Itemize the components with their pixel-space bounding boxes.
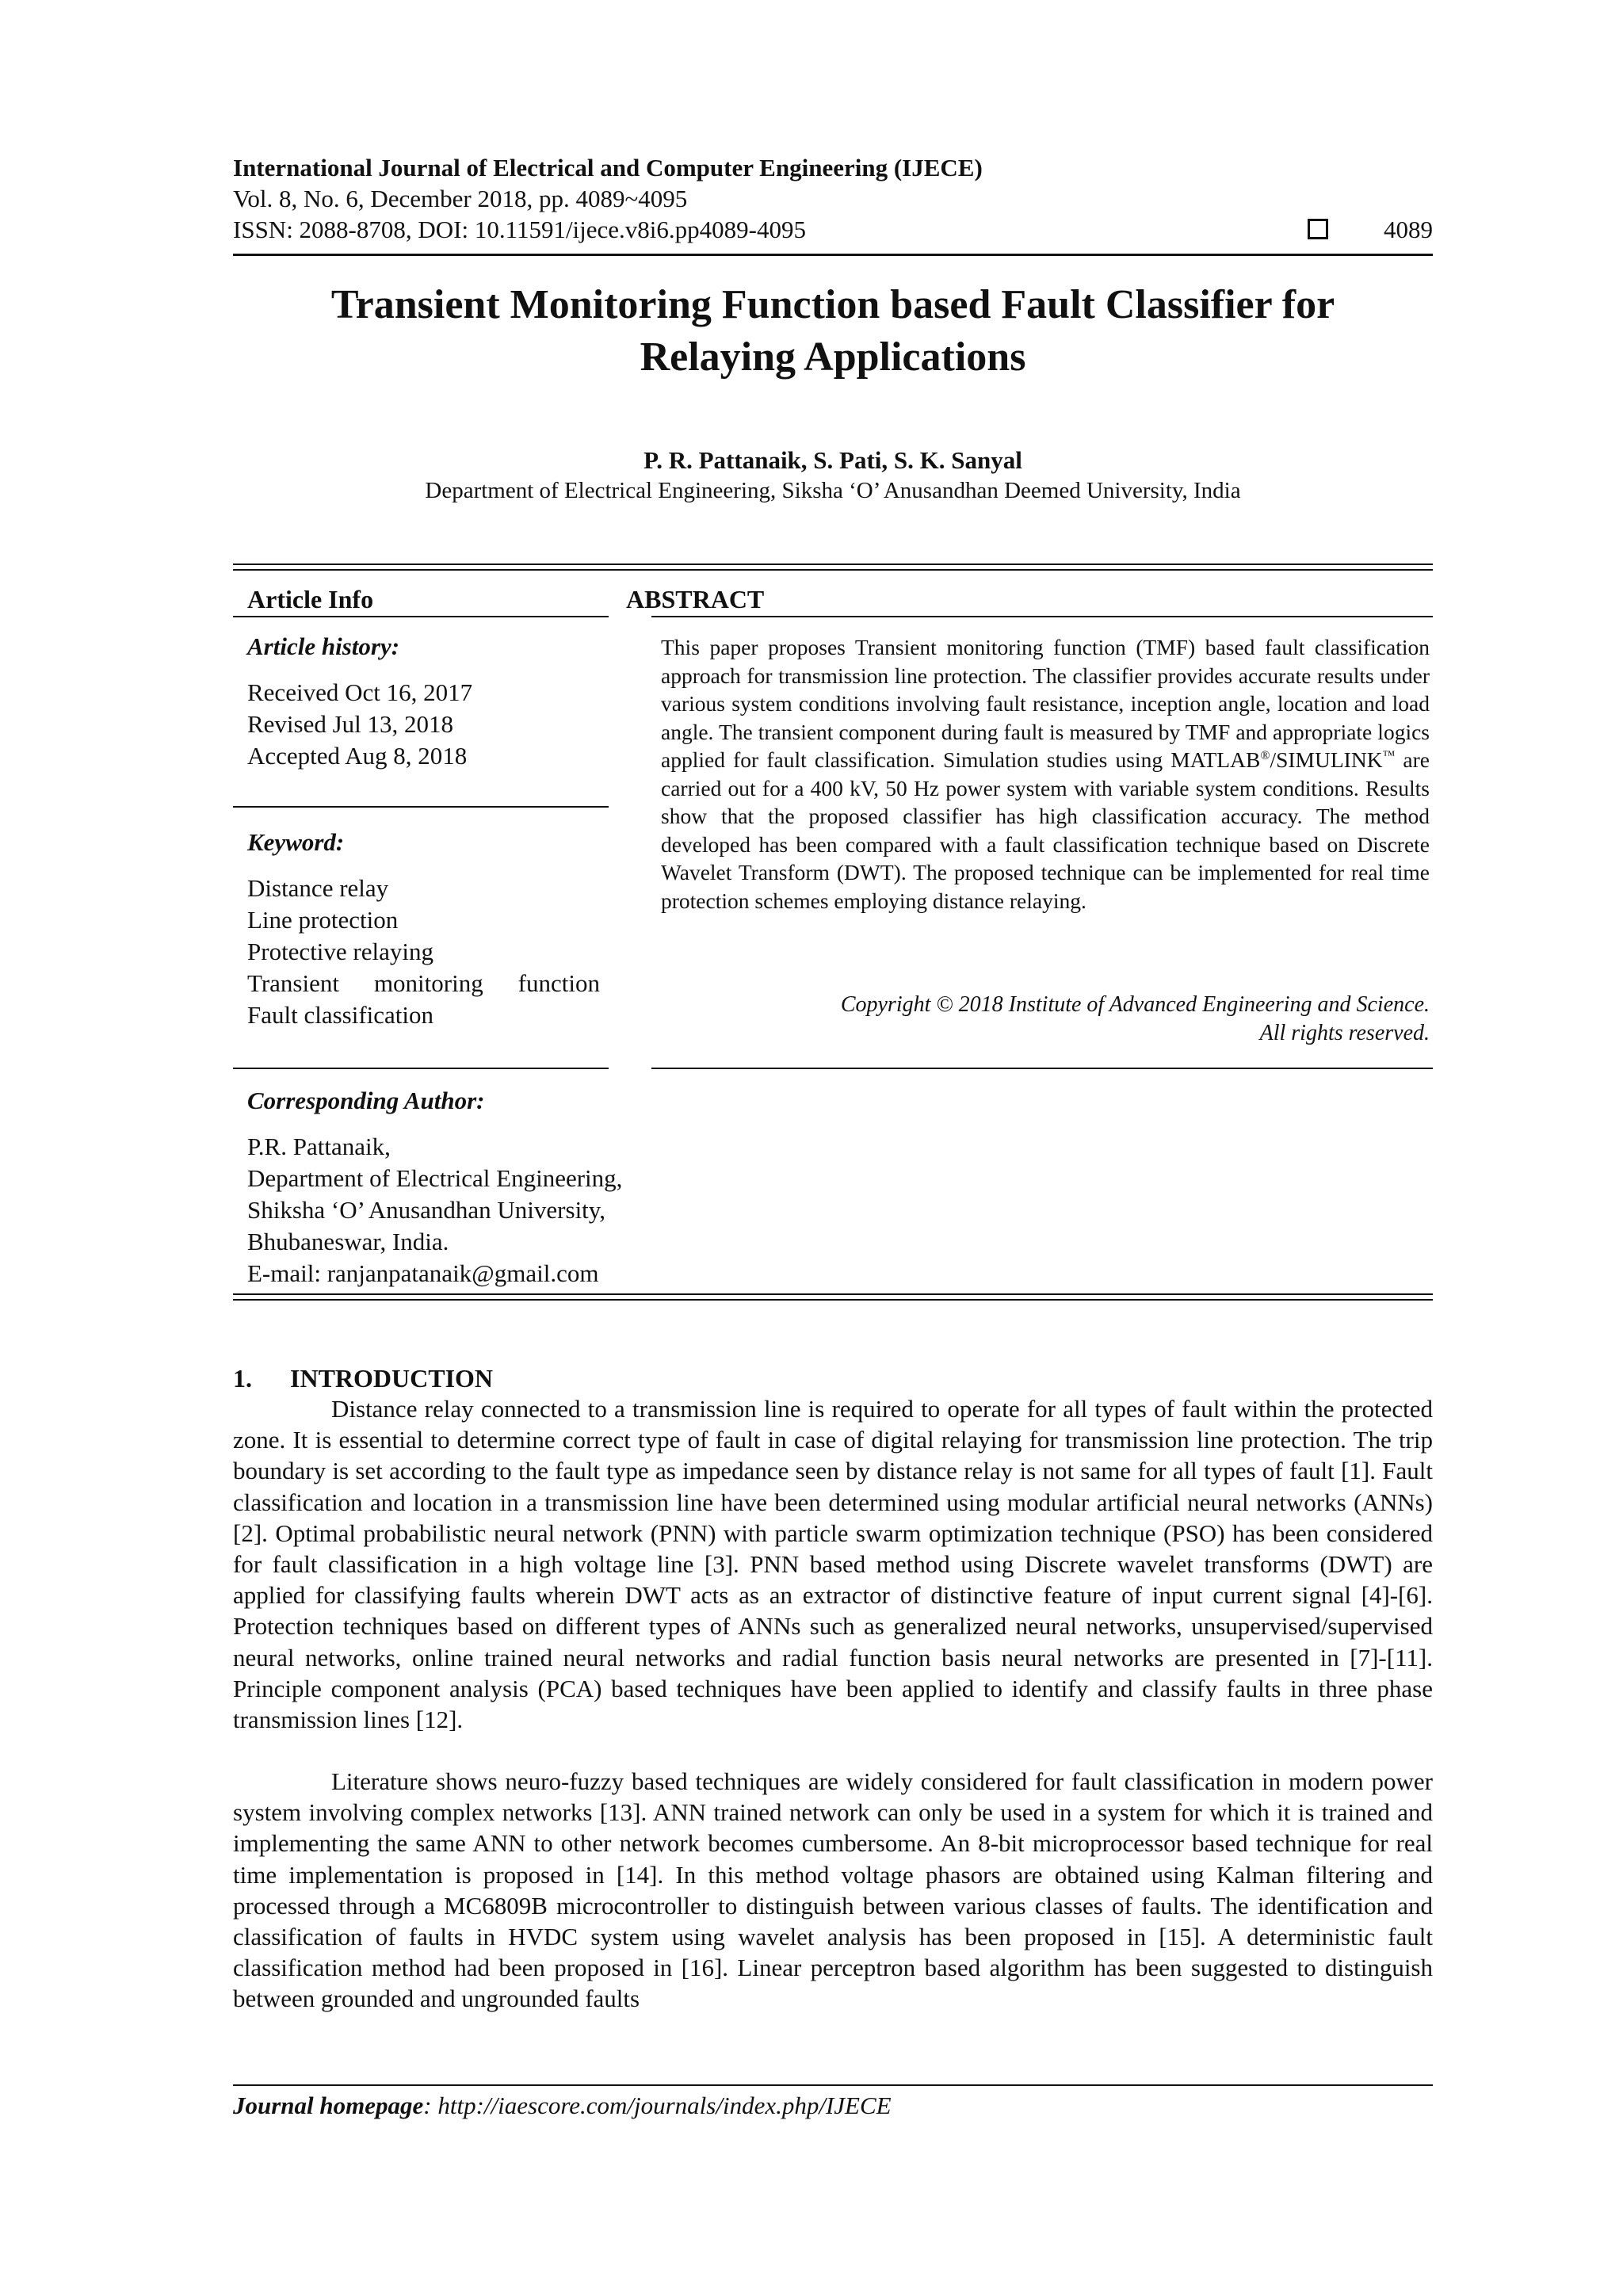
paragraph-text: Literature shows neuro-fuzzy based techniques are widely considered for fault classification in modern power system involving complex networks [13]. ANN trained network can only be used in a system for which it is trained and implementing the same ANN to other network becomes cumbersome. An 8-bit microprocessor based technique for real time implementation is proposed in [14]. In this method voltage phasors are obtained using Kalman filtering and processed through a MC6809B microcontroller to distinguish between various classes of faults. The identification and classification of faults in HVDC system using wavelet analysis has been proposed in [15]. A deterministic fault classification method had been proposed in [16]. Linear perceptron based algorithm has been suggested to distinguish between grounded and ungrounded faults: [233, 1767, 1433, 2013]
author-city: Bhubaneswar, India.: [247, 1228, 449, 1255]
trademark-mark: ™: [1382, 748, 1396, 762]
article-info-heading: Article Info: [247, 585, 374, 613]
abstract-text-part: are carried out for a 400 kV, 50 Hz power system with variable system conditions. Results show that the proposed classifier has high classification accuracy. The method developed has been compared with a fault classification technique based on Discrete Wavelet Transform (DWT). The proposed technique can be implemented for real time protection schemes employing distance relaying.: [661, 747, 1430, 913]
article-info-rule: [233, 616, 609, 617]
info-top-rule: [233, 563, 1433, 565]
keyword-item: Fault classification: [247, 1001, 434, 1029]
keyword-item: Protective relaying: [247, 938, 433, 965]
page-number: 4089: [1384, 216, 1433, 243]
abstract-text-part: /SIMULINK: [1270, 747, 1383, 772]
header-rule: [233, 254, 1433, 256]
history-rule: [233, 806, 609, 808]
paper-title: [233, 279, 1433, 384]
copyright-notice: [661, 991, 1430, 1048]
author-university: Shiksha ‘O’ Anusandhan University,: [247, 1196, 606, 1224]
keyword-word: function: [517, 969, 600, 997]
abstract-rule: [651, 616, 1433, 617]
revised-date: Revised Jul 13, 2018: [247, 710, 454, 738]
article-history-heading: Article history:: [247, 632, 400, 660]
section-title: INTRODUCTION: [290, 1364, 494, 1392]
keyword-heading: Keyword:: [247, 828, 345, 856]
author-email: E-mail: ranjanpatanaik@gmail.com: [247, 1259, 599, 1287]
title-line-1: Transient Monitoring Function based Fault Classifier for: [330, 282, 1335, 327]
received-date: Received Oct 16, 2017: [247, 678, 473, 706]
issn-line: ISSN: 2088-8708, DOI: 10.11591/ijece.v8i6.pp4089-4095: [233, 216, 806, 243]
abstract-heading: ABSTRACT: [626, 585, 765, 613]
homepage-label: Journal homepage: [233, 2092, 424, 2119]
journal-homepage: [233, 2091, 892, 2121]
accepted-date: Accepted Aug 8, 2018: [247, 742, 468, 770]
keyword-list: [247, 873, 600, 1031]
info-bottom-rule-2: [233, 1299, 1433, 1301]
keyword-rule: [233, 1068, 609, 1069]
article-history: [247, 677, 472, 772]
corresponding-details: [247, 1131, 622, 1289]
keyword-item: Line protection: [247, 906, 399, 934]
section-number: 1.: [233, 1364, 252, 1392]
homepage-link[interactable]: : http://iaescore.com/journals/index.php/IJECE: [423, 2092, 892, 2119]
volume-line: Vol. 8, No. 6, December 2018, pp. 4089~4095: [233, 185, 688, 212]
keyword-word: Transient: [247, 969, 339, 997]
paragraph-text: Distance relay connected to a transmission line is required to operate for all types of fault within the protected zone. It is essential to determine correct type of fault in case of digital relaying for transmission line protection. The trip boundary is set according to the fault type as impedance seen by distance relay is not same for all types of fault [1]. Fault classification and location in a transmission line have been determined using modular artificial neural networks (ANNs) [2]. Optimal probabilistic neural network (PNN) with particle swarm optimization technique (PSO) has been considered for fault classification in a high voltage line [3]. PNN based method using Discrete wavelet transforms (DWT) are applied for classifying faults wherein DWT acts as an extractor of distinctive feature of input current signal [4]-[6]. Protection techniques based on different types of ANNs such as generalized neural networks, unsupervised/supervised neural networks, online trained neural networks and radial function basis neural networks are presented in [7]-[11]. Principle component analysis (PCA) based techniques have been applied to identify and classify faults in three phase transmission lines [12].: [233, 1395, 1433, 1734]
checkbox-square-icon: [1308, 219, 1328, 239]
corresponding-heading: Corresponding Author:: [247, 1087, 485, 1114]
authors: P. R. Pattanaik, S. Pati, S. K. Sanyal: [643, 446, 1022, 474]
keyword-item: [247, 968, 600, 999]
info-bottom-rule: [233, 1293, 1433, 1295]
author-name: P.R. Pattanaik,: [247, 1133, 391, 1160]
journal-name: International Journal of Electrical and Computer Engineering (IJECE): [233, 154, 983, 181]
keyword-item: Distance relay: [247, 874, 389, 902]
title-line-2: Relaying Applications: [640, 334, 1026, 380]
introduction-heading: [233, 1362, 493, 1394]
footer-rule: [233, 2084, 1433, 2086]
copyright-line-2: All rights reserved.: [1259, 1021, 1430, 1045]
affiliation: Department of Electrical Engineering, Siksha ‘O’ Anusandhan Deemed University, India: [425, 478, 1241, 503]
abstract-bottom-rule: [651, 1068, 1433, 1069]
introduction-paragraph-1: [233, 1393, 1433, 1735]
author-department: Department of Electrical Engineering,: [247, 1164, 623, 1192]
info-top-rule-2: [233, 569, 1433, 571]
keyword-word: monitoring: [373, 969, 483, 997]
introduction-paragraph-2: [233, 1766, 1433, 2015]
copyright-line-1: Copyright © 2018 Institute of Advanced Engineering and Science.: [840, 992, 1430, 1017]
abstract-text-part: This paper proposes Transient monitoring function (TMF) based fault classification approach for transmission line protection. The classifier provides accurate results under various system conditions involving fault resistance, inception angle, location and load angle. The transient component during fault is measured by TMF and appropriate logics applied for fault classification. Simulation studies using MATLAB: [661, 635, 1430, 772]
registered-mark: ®: [1260, 748, 1270, 762]
abstract-text: [661, 633, 1430, 915]
